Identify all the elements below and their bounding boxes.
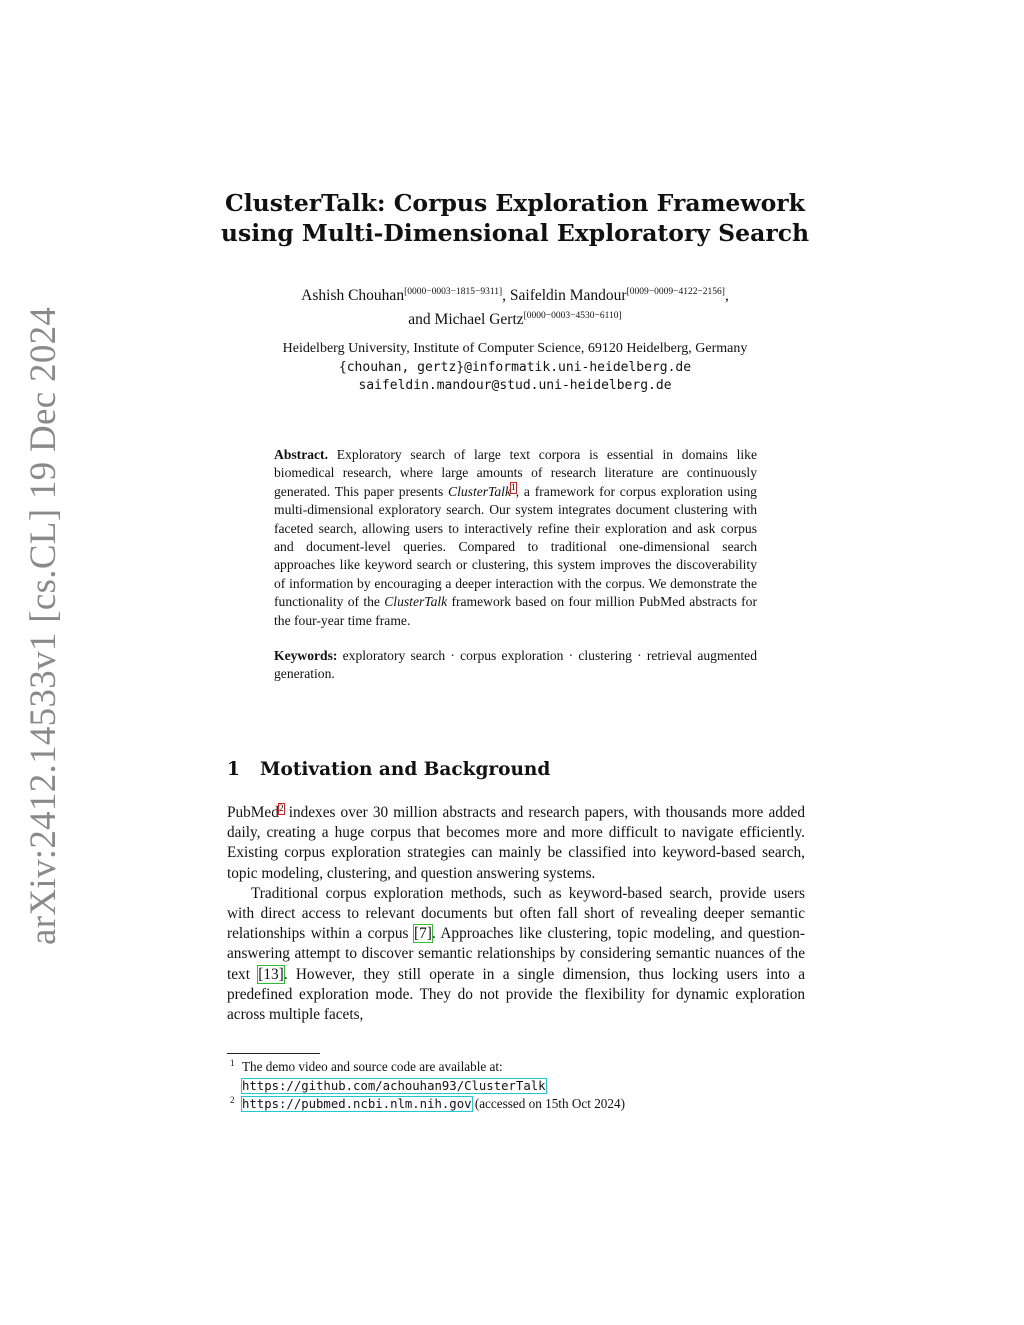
footnote-1 <box>227 1058 807 1095</box>
citation-link-13[interactable]: [13] <box>258 965 284 983</box>
abstract <box>274 446 757 684</box>
paragraph-2 <box>227 884 805 1025</box>
footnote-text: The demo video and source code are available at: <box>242 1059 503 1074</box>
keywords-label: Keywords: <box>274 648 338 664</box>
abstract-text: , a framework for corpus exploration using multi-dimensional exploratory search. Our system integrates document clustering with faceted search, allowing users to interactively refine their exploration and ask corpus and document-level queries. Compared to traditional one-dimensional search approaches like keyword search or clustering, this system improves the discoverability of information by encouraging a deeper interaction with the corpus. We demonstrate the functionality of the <box>274 483 757 610</box>
paragraph-1 <box>227 803 805 884</box>
system-name: ClusterTalk <box>384 594 448 610</box>
abstract-label: Abstract. <box>274 447 328 462</box>
abstract-text: Exploratory search of large text corpora is essential in domains like biomedical research, where large amounts of research literature are continuously generated. This paper presents <box>274 447 757 499</box>
citation-link-7[interactable]: [7] <box>414 925 432 943</box>
paper-title <box>200 188 830 248</box>
footnote-2 <box>227 1095 807 1114</box>
body-text: . However, they still operate in a single dimension, thus locking users into a predefined exploration mode. They do not provide the flexibility for dynamic exploration across multiple facets, <box>227 965 806 1024</box>
footnote-link-1[interactable]: 1 <box>510 483 516 494</box>
section-title: Motivation and Background <box>260 759 551 780</box>
section-body <box>227 803 805 1025</box>
author-orcid: [0000−0003−4530−6110] <box>523 311 622 322</box>
abstract-text: framework based on four million PubMed abstracts for the four-year time frame. <box>274 594 757 628</box>
github-link[interactable]: https://github.com/achouhan93/ClusterTalk <box>242 1078 546 1093</box>
body-text: Traditional corpus exploration methods, such as keyword-based search, provide users with direct access to relevant documents but often fall short of revealing deeper semantic relationships within a corpus <box>227 884 805 943</box>
footnote-link-2[interactable]: 2 <box>278 803 284 814</box>
keywords <box>274 647 757 684</box>
footnote-divider <box>227 1053 320 1054</box>
system-name: ClusterTalk <box>448 483 511 499</box>
author-separator: , <box>502 287 510 305</box>
title-line-1: ClusterTalk: Corpus Exploration Framework <box>225 189 805 217</box>
author-conjunction: and <box>408 311 435 329</box>
author-orcid: [0000−0003−1815−9311] <box>404 287 503 297</box>
affiliation-block <box>180 340 850 396</box>
arxiv-identifier: arXiv:2412.14533v1 [cs.CL] 19 Dec 2024 <box>23 306 64 945</box>
author-separator: , <box>724 287 729 305</box>
keywords-text: exploratory search · corpus exploration · clustering · retrieval augmented generation. <box>274 648 757 682</box>
footnotes <box>227 1058 807 1114</box>
body-text: PubMed <box>227 804 279 821</box>
author-list <box>180 282 850 330</box>
abstract-paragraph <box>274 446 757 630</box>
section-number: 1 <box>227 759 240 780</box>
author-name: Ashish Chouhan <box>301 287 405 305</box>
affiliation: Heidelberg University, Institute of Computer Science, 69120 Heidelberg, Germany <box>282 341 748 356</box>
author-name: Saifeldin Mandour <box>509 287 627 305</box>
author-name: Michael Gertz <box>434 311 524 329</box>
title-line-2: using Multi-Dimensional Exploratory Search <box>220 219 810 247</box>
section-heading <box>227 758 805 782</box>
footnote-number: 2 <box>230 1095 235 1105</box>
email-mandour: saifeldin.mandour@stud.uni-heidelberg.de <box>358 378 672 393</box>
footnote-number: 1 <box>230 1058 235 1068</box>
body-text: indexes over 30 million abstracts and research papers, with thousands more added daily, creating a huge corpus that becomes more and more difficult to navigate efficiently. Existing corpus exploration strategies can mainly be classified into keyword-based search, topic modeling, clustering, and question answering systems. <box>227 804 805 882</box>
author-orcid: [0009−0009−4122−2156] <box>626 287 725 297</box>
email-authors: {chouhan, gertz}@informatik.uni-heidelberg.de <box>338 359 692 375</box>
footnote-text: (accessed on 15th Oct 2024) <box>471 1096 625 1111</box>
body-text: . Approaches like clustering, topic modeling, and question-answering attempt to discover semantic relationships by considering semantic nuances of the text <box>227 925 805 983</box>
pubmed-link[interactable]: https://pubmed.ncbi.nlm.nih.gov <box>242 1097 472 1111</box>
